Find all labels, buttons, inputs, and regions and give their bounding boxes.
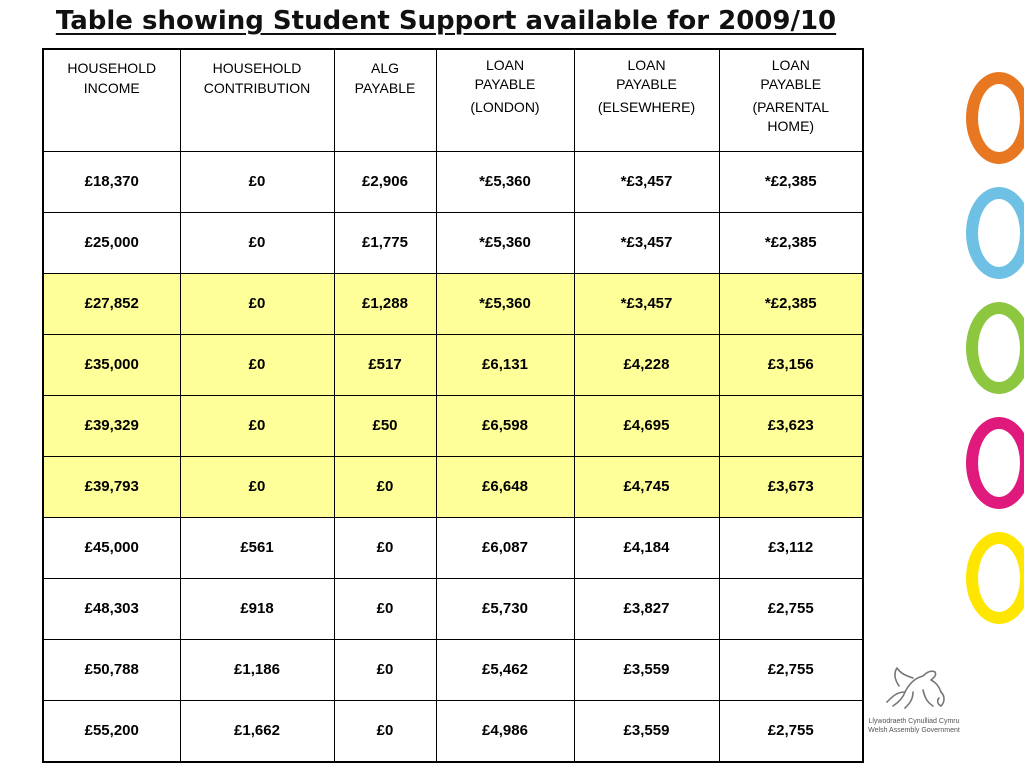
welsh-dragon-icon <box>879 662 949 712</box>
header-loan-parental-home: LOAN PAYABLE (PARENTAL HOME) <box>719 49 863 151</box>
cell-alg-payable: £0 <box>334 639 436 700</box>
header-household-income: HOUSEHOLD INCOME <box>43 49 180 151</box>
table-row <box>43 456 863 517</box>
header-row <box>43 49 863 151</box>
table-row <box>43 273 863 334</box>
cell-loan-london: *£5,360 <box>436 151 574 212</box>
table-row <box>43 700 863 762</box>
cell-loan-elsewhere: £4,695 <box>574 395 719 456</box>
cell-loan-parental-home: £3,673 <box>719 456 863 517</box>
cell-household-income: £45,000 <box>43 517 180 578</box>
cell-alg-payable: £0 <box>334 700 436 762</box>
table-row <box>43 151 863 212</box>
decorative-rings <box>966 72 1024 632</box>
cell-household-contribution: £0 <box>180 212 334 273</box>
cell-loan-london: £6,598 <box>436 395 574 456</box>
table-body <box>43 151 863 762</box>
cell-alg-payable: £0 <box>334 517 436 578</box>
table-row <box>43 639 863 700</box>
logo-text-english: Welsh Assembly Government <box>868 727 960 734</box>
cell-alg-payable: £1,288 <box>334 273 436 334</box>
header-loan-london: LOAN PAYABLE (LONDON) <box>436 49 574 151</box>
pink-ring <box>966 417 1024 509</box>
cell-household-income: £27,852 <box>43 273 180 334</box>
cell-household-income: £35,000 <box>43 334 180 395</box>
cell-loan-elsewhere: *£3,457 <box>574 212 719 273</box>
cell-loan-parental-home: *£2,385 <box>719 273 863 334</box>
cell-loan-london: £6,648 <box>436 456 574 517</box>
cell-loan-parental-home: £3,156 <box>719 334 863 395</box>
cell-household-income: £18,370 <box>43 151 180 212</box>
table-row <box>43 578 863 639</box>
cell-loan-elsewhere: £3,827 <box>574 578 719 639</box>
cell-household-contribution: £0 <box>180 395 334 456</box>
cell-loan-elsewhere: £3,559 <box>574 639 719 700</box>
cell-loan-parental-home: *£2,385 <box>719 151 863 212</box>
yellow-ring <box>966 532 1024 624</box>
cell-loan-parental-home: £2,755 <box>719 700 863 762</box>
green-ring <box>966 302 1024 394</box>
cell-loan-parental-home: £2,755 <box>719 578 863 639</box>
table-row <box>43 395 863 456</box>
header-loan-elsewhere: LOAN PAYABLE (ELSEWHERE) <box>574 49 719 151</box>
cell-alg-payable: £50 <box>334 395 436 456</box>
table-row <box>43 517 863 578</box>
header-household-contribution: HOUSEHOLD CONTRIBUTION <box>180 49 334 151</box>
cell-loan-parental-home: *£2,385 <box>719 212 863 273</box>
cell-loan-london: £5,462 <box>436 639 574 700</box>
orange-ring <box>966 72 1024 164</box>
welsh-assembly-logo <box>864 662 964 742</box>
cell-loan-elsewhere: £4,228 <box>574 334 719 395</box>
cell-household-contribution: £0 <box>180 273 334 334</box>
cell-loan-london: *£5,360 <box>436 273 574 334</box>
cell-loan-elsewhere: *£3,457 <box>574 151 719 212</box>
student-support-table <box>42 48 864 763</box>
cell-loan-elsewhere: *£3,457 <box>574 273 719 334</box>
cell-loan-elsewhere: £3,559 <box>574 700 719 762</box>
table-row <box>43 212 863 273</box>
cell-loan-london: £6,131 <box>436 334 574 395</box>
table-row <box>43 334 863 395</box>
cell-household-income: £39,793 <box>43 456 180 517</box>
cell-household-contribution: £1,662 <box>180 700 334 762</box>
cell-household-income: £50,788 <box>43 639 180 700</box>
cell-household-contribution: £0 <box>180 334 334 395</box>
page-title: Table showing Student Support available for 2009/10 <box>55 6 837 36</box>
cell-loan-parental-home: £3,623 <box>719 395 863 456</box>
blue-ring <box>966 187 1024 279</box>
cell-household-income: £55,200 <box>43 700 180 762</box>
cell-household-income: £39,329 <box>43 395 180 456</box>
cell-household-contribution: £561 <box>180 517 334 578</box>
cell-loan-london: *£5,360 <box>436 212 574 273</box>
cell-household-contribution: £918 <box>180 578 334 639</box>
cell-alg-payable: £0 <box>334 578 436 639</box>
cell-alg-payable: £517 <box>334 334 436 395</box>
cell-loan-london: £6,087 <box>436 517 574 578</box>
cell-loan-parental-home: £2,755 <box>719 639 863 700</box>
cell-loan-parental-home: £3,112 <box>719 517 863 578</box>
header-alg-payable: ALG PAYABLE <box>334 49 436 151</box>
cell-household-contribution: £0 <box>180 151 334 212</box>
cell-household-contribution: £1,186 <box>180 639 334 700</box>
cell-household-contribution: £0 <box>180 456 334 517</box>
cell-loan-london: £4,986 <box>436 700 574 762</box>
cell-loan-london: £5,730 <box>436 578 574 639</box>
cell-alg-payable: £1,775 <box>334 212 436 273</box>
cell-household-income: £48,303 <box>43 578 180 639</box>
cell-household-income: £25,000 <box>43 212 180 273</box>
cell-alg-payable: £2,906 <box>334 151 436 212</box>
logo-text-welsh: Llywodraeth Cynulliad Cymru <box>868 718 960 725</box>
cell-loan-elsewhere: £4,745 <box>574 456 719 517</box>
cell-alg-payable: £0 <box>334 456 436 517</box>
cell-loan-elsewhere: £4,184 <box>574 517 719 578</box>
